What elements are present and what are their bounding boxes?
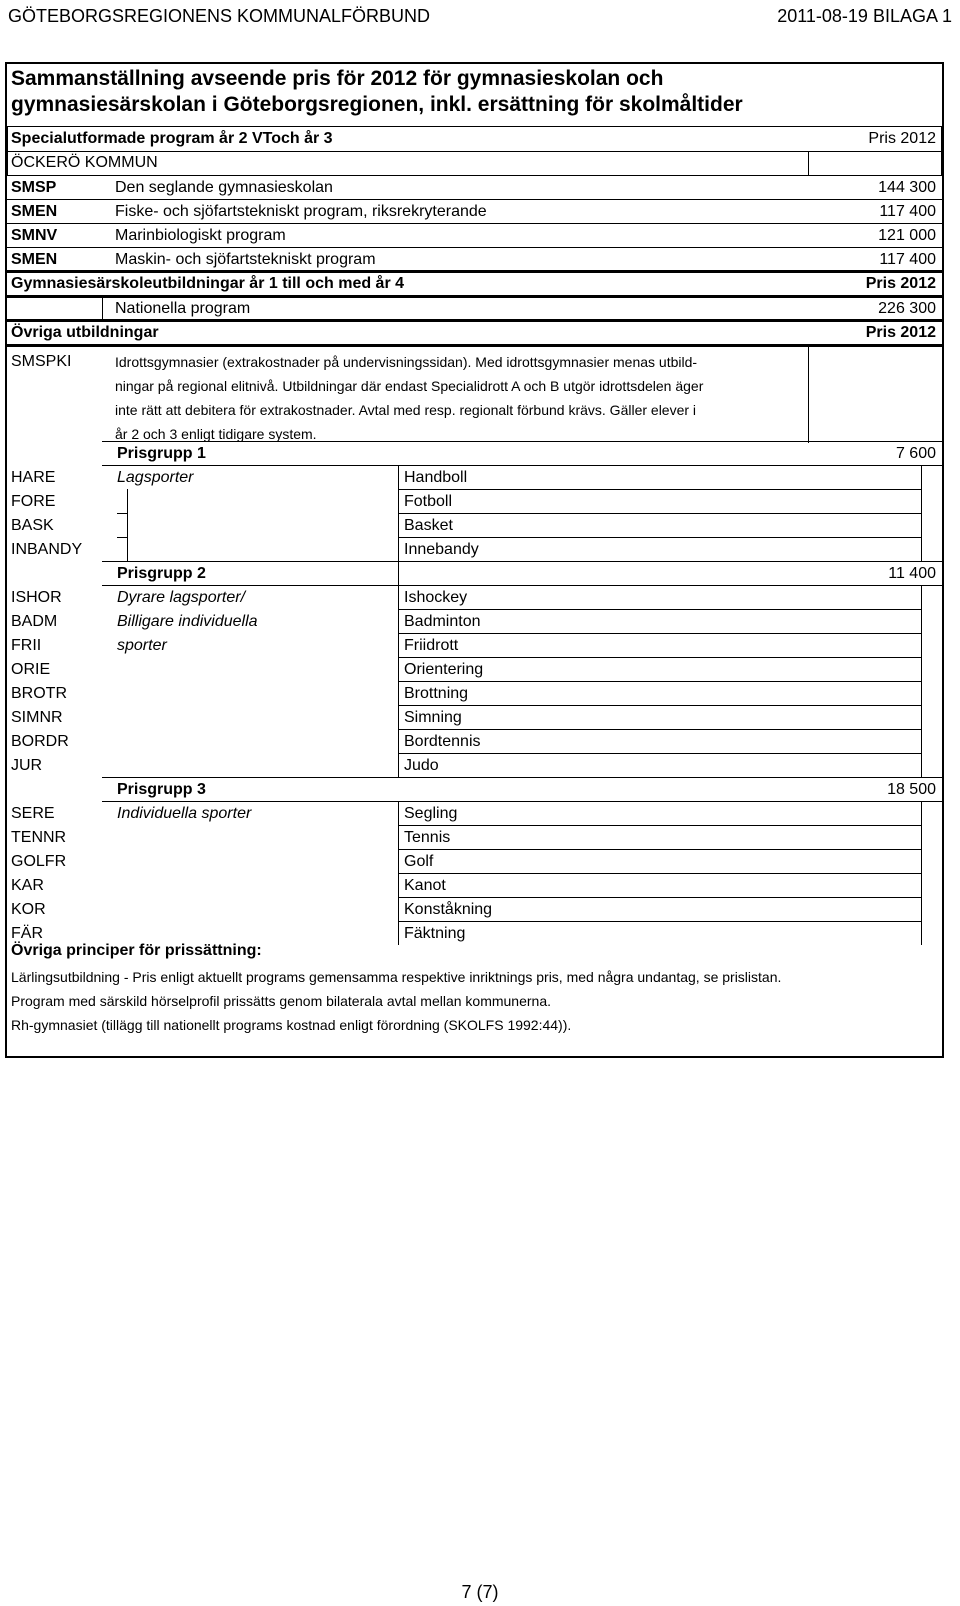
date-annex: 2011-08-19 BILAGA 1 [777, 6, 952, 26]
sport-name: Handboll [404, 469, 468, 486]
group-price: 11 400 [888, 565, 936, 582]
program-price: 117 400 [879, 251, 936, 268]
table-row [7, 200, 942, 224]
group-category: sporter [117, 637, 167, 654]
ovriga-desc-line: Idrottsgymnasier (extrakostnader på undervisningssidan). Med idrottsgymnasier menas utbild- [115, 354, 698, 370]
municipality-name: ÖCKERÖ KOMMUN [11, 154, 158, 171]
sport-code: BADM [11, 613, 58, 630]
special-price-heading: Pris 2012 [868, 130, 936, 147]
page-header [8, 6, 952, 30]
sport-code: FORE [11, 493, 56, 510]
document-title-line-1: Sammanställning avseende pris för 2012 för gymnasieskolan och [11, 67, 664, 90]
sport-code: BASK [11, 517, 54, 534]
ovriga-desc-line: inte rätt att debitera för extrakostnader. Avtal med resp. regionalt förbund krävs. Gäller elever i [115, 402, 697, 418]
principle-line: Program med särskild hörselprofil prissätts genom bilaterala avtal mellan kommunerna. [11, 993, 552, 1009]
program-code: SMSP [11, 179, 57, 196]
organization-name: GÖTEBORGSREGIONENS KOMMUNALFÖRBUND [8, 6, 431, 26]
group-title: Prisgrupp 3 [117, 781, 206, 798]
sport-name: Kanot [404, 877, 446, 894]
sport-name: Brottning [404, 685, 469, 702]
special-heading: Specialutformade program år 2 VToch år 3 [11, 130, 333, 147]
sport-code: FRII [11, 637, 42, 654]
sport-code: ORIE [11, 661, 51, 678]
ovriga-heading: Övriga utbildningar [11, 324, 159, 341]
sport-code: SIMNR [11, 709, 63, 726]
ovriga-desc-line: år 2 och 3 enligt tidigare system. [115, 426, 317, 442]
sport-name: Tennis [404, 829, 451, 846]
table-row [7, 248, 942, 272]
sport-code: KAR [11, 877, 44, 894]
group-price: 18 500 [887, 781, 936, 798]
gysar-price-heading: Pris 2012 [865, 275, 936, 292]
sport-name: Friidrott [404, 637, 459, 654]
program-name: Den seglande gymnasieskolan [115, 179, 333, 196]
principle-line: Lärlingsutbildning - Pris enligt aktuellt programs gemensamma respektive inriktnings pris, med några undantag, se prislistan. [11, 969, 782, 985]
program-price: 121 000 [878, 227, 936, 244]
page-number: 7 (7) [461, 1582, 499, 1602]
sport-code: BORDR [11, 733, 69, 750]
ovriga-price-heading: Pris 2012 [865, 324, 936, 341]
sport-name: Golf [404, 853, 434, 870]
sport-code: KOR [11, 901, 46, 918]
table-row [7, 224, 942, 248]
price-table [5, 62, 944, 1058]
gysar-program-price: 226 300 [878, 300, 936, 317]
gysar-program-name: Nationella program [115, 300, 251, 317]
sport-name: Ishockey [404, 589, 468, 606]
group-category: Lagsporter [117, 469, 194, 486]
sport-code: FÄR [11, 925, 43, 942]
group-title: Prisgrupp 1 [117, 445, 206, 462]
sport-code: JUR [11, 757, 43, 774]
sport-name: Fäktning [404, 925, 466, 942]
sport-name: Badminton [404, 613, 481, 630]
group-category: Dyrare lagsporter/ [117, 589, 246, 606]
sport-name: Bordtennis [404, 733, 481, 750]
sport-code: TENNR [11, 829, 67, 846]
program-code: SMEN [11, 251, 58, 268]
ovriga-desc-line: ningar på regional elitnivå. Utbildningar där endast Specialidrott A och B utgör idrottsdelen äger [115, 378, 704, 394]
sport-name: Orientering [404, 661, 484, 678]
sport-code: GOLFR [11, 853, 67, 870]
sport-code: HARE [11, 469, 56, 486]
program-code: SMEN [11, 203, 58, 220]
sport-name: Simning [404, 709, 462, 726]
program-name: Maskin- och sjöfartstekniskt program [115, 251, 376, 268]
program-name: Fiske- och sjöfartstekniskt program, riksrekryterande [115, 203, 487, 220]
program-price: 144 300 [878, 179, 936, 196]
sport-name: Judo [404, 757, 439, 774]
principle-line: Rh-gymnasiet (tillägg till nationellt programs kostnad enligt förordning (SKOLFS 1992:44)). [11, 1017, 572, 1033]
sport-name: Innebandy [404, 541, 479, 558]
program-code: SMNV [11, 227, 58, 244]
gysar-heading: Gymnasiesärskoleutbildningar år 1 till och med år 4 [11, 275, 405, 292]
group-price: 7 600 [895, 445, 936, 462]
program-price: 117 400 [879, 203, 936, 220]
sport-name: Konståkning [404, 901, 493, 918]
principles-heading: Övriga principer för prissättning: [11, 942, 262, 959]
group-title: Prisgrupp 2 [117, 565, 206, 582]
document-title-line-2: gymnasiesärskolan i Göteborgsregionen, inkl. ersättning för skolmåltider [11, 93, 743, 116]
table-row [7, 176, 942, 200]
ovriga-code: SMSPKI [11, 353, 72, 370]
sport-code: SERE [11, 805, 55, 822]
sport-code: ISHOR [11, 589, 62, 606]
sport-code: INBANDY [11, 541, 83, 558]
group-category: Individuella sporter [117, 805, 252, 822]
sport-name: Fotboll [404, 493, 453, 510]
sport-name: Basket [404, 517, 453, 534]
program-name: Marinbiologiskt program [115, 227, 286, 244]
group-category: Billigare individuella [117, 613, 258, 630]
sport-name: Segling [404, 805, 458, 822]
sport-code: BROTR [11, 685, 67, 702]
